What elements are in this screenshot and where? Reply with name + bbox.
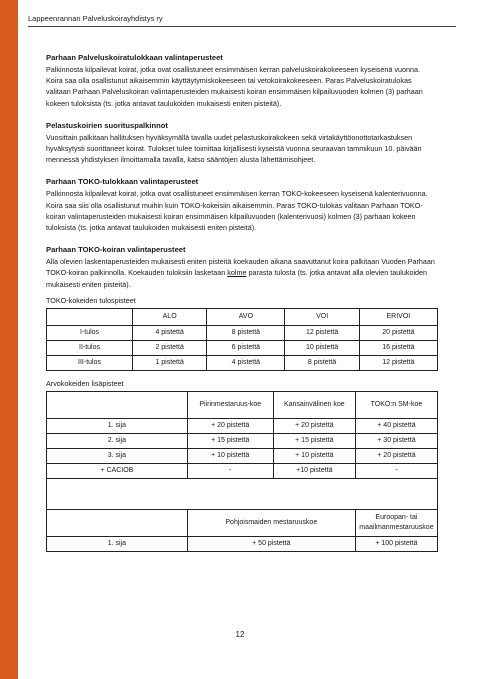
table-header-row xyxy=(47,308,438,325)
table-cell: 8 pistettä xyxy=(285,355,359,370)
table-row xyxy=(47,418,438,433)
table-header-cell: ERIVOI xyxy=(359,308,437,325)
table-row xyxy=(47,340,438,355)
table-header-row xyxy=(47,509,438,536)
page-header: Lappeenrannan Palveluskoirayhdistys ry xyxy=(28,14,456,27)
table-row xyxy=(47,433,438,448)
section-text: Palkinnosta kilpailevat koirat, jotka ovat osallistuneet ensimmäisen kerran palveluskoirakokeeseen kyseisenä vuonna. Koira saa olla osallistunut aikaisemmin käyttäytymiskokeeseen tai vetokoirakokeeseen. Paras Palveluskoiratulokas valitaan Parhaan Palveluskoiran valintaperusteiden mukaisesti koiran ensimmäisen kilpailuvuoden kolmen (3) parhaan kokeen tuloksista (ts. jotka antavat taulukoiden mukaisesti eniten pisteitä). xyxy=(46,65,423,108)
table-header-cell: TOKO:n SM-koe xyxy=(355,391,437,418)
table-cell: + 20 pistettä xyxy=(273,418,355,433)
table-header-cell xyxy=(47,509,188,536)
table-header-cell xyxy=(47,391,188,418)
section-toko-koira xyxy=(46,244,438,290)
table-cell: + 15 pistettä xyxy=(187,433,273,448)
table-cell: 2. sija xyxy=(47,433,188,448)
table-cell: 20 pistettä xyxy=(359,325,437,340)
table-cell: 1 pistettä xyxy=(133,355,207,370)
table-cell: 1. sija xyxy=(47,418,188,433)
table-cell: + 10 pistettä xyxy=(273,448,355,463)
table-cell: + 10 pistettä xyxy=(187,448,273,463)
table-spacer-cell xyxy=(47,478,438,509)
page-number: 12 xyxy=(235,630,245,639)
section-pelastuskoirat xyxy=(46,120,438,166)
table-cell: I-tulos xyxy=(47,325,133,340)
section-heading: Parhaan TOKO-koiran valintaperusteet xyxy=(46,245,186,255)
table-row xyxy=(47,355,438,370)
table-cell: + 50 pistettä xyxy=(187,536,355,551)
table-cell: 3. sija xyxy=(47,448,188,463)
section-heading: Pelastuskoirien suorituspalkinnot xyxy=(46,120,168,130)
table-cell: + 30 pistettä xyxy=(355,433,437,448)
table-cell: II-tulos xyxy=(47,340,133,355)
table-cell: - xyxy=(187,463,273,478)
side-accent-bar xyxy=(0,0,18,679)
table-spacer-row xyxy=(47,478,438,509)
section-text-before: Alla olevien laskentaperusteiden mukaisesti eniten pisteitä koekauden aikana saavuttanut koira palkitaan Vuoden Parhaan TOKO-koiran palkinnolla. Koekauden tuloksiin lasketaan xyxy=(46,257,435,278)
toko-points-table xyxy=(46,308,438,371)
table-header-row xyxy=(47,391,438,418)
table-header-cell: Kansainvälinen koe xyxy=(273,391,355,418)
section-palveluskoiratulokas xyxy=(46,52,438,109)
table-row xyxy=(47,325,438,340)
section-heading: Parhaan TOKO-tulokkaan valintaperusteet xyxy=(46,177,199,187)
table-cell: 16 pistettä xyxy=(359,340,437,355)
section-text: Palkinnosta kilpailevat koirat, jotka ovat osallistuneet ensimmäisen kerran TOKO-kokeeseen kyseisenä kalenterivuonna. Koira saa siis olla osallistunut muihin kuin TOKO-kokeisiin aikaisemmin. Paras TOKO-tulokas valitaan Parhaan TOKO-koiran valintaperusteiden mukaisesti koiran ensimmäisen kilpailuvuoden (kalenterivuosi) kolmen (3) parhaan kokeen tuloksista (ts. jotka antavat taulukoiden mukaisesti eniten pisteitä). xyxy=(46,189,428,233)
table-cell: + 20 pistettä xyxy=(187,418,273,433)
table-row xyxy=(47,463,438,478)
table-header-cell: Pohjoismaiden mestaruuskoe xyxy=(187,509,355,536)
table-cell: 4 pistettä xyxy=(207,355,285,370)
table-row xyxy=(47,448,438,463)
table-cell: + 40 pistettä xyxy=(355,418,437,433)
table-header-cell: Euroopan- tai maailmanmestaruuskoe xyxy=(355,509,437,536)
section-text: Vuosittain palkitaan hallituksen hyväksymällä tavalla uudet pelastuskoirakokeen sekä virtakäyttöonottotarkastuksen hyväksytysti suorittaneet koirat. Tulokset tulee toimittaa kirjallisesti kyseistä vuonna seuraavan tammikuun 10. päivään mennessä yhdistyksen ilmoittamalla tavalla, katso sääntöjen alusta lähettämisohjeet. xyxy=(46,132,422,165)
table-header-cell: Piirinmestaruus-koe xyxy=(187,391,273,418)
table-cell: 12 pistettä xyxy=(359,355,437,370)
section-text xyxy=(46,256,438,290)
table-cell: 1. sija xyxy=(47,536,188,551)
section-text-after: parasta tulosta (ts. jotka antavat alla olevien taulukoiden mukaisesti eniten pisteitä). xyxy=(46,268,428,289)
section-toko-tulokas xyxy=(46,176,438,233)
table-cell: 2 pistettä xyxy=(133,340,207,355)
section-heading: Parhaan Palveluskoiratulokkaan valintaperusteet xyxy=(46,53,223,62)
table-cell: 10 pistettä xyxy=(285,340,359,355)
table-cell: + CACIOB xyxy=(47,463,188,478)
table-cell: 12 pistettä xyxy=(285,325,359,340)
table-cell: 8 pistettä xyxy=(207,325,285,340)
toko-table-title: TOKO-kokeiden tulospisteet xyxy=(46,295,136,305)
table-cell: +10 pistettä xyxy=(273,463,355,478)
table-header-cell xyxy=(47,308,133,325)
table-cell: III-tulos xyxy=(47,355,133,370)
table-header-cell: VOI xyxy=(285,308,359,325)
section-text-underlined: kolme xyxy=(227,268,247,278)
bonus-points-table xyxy=(46,391,438,552)
table-cell: + 100 pistettä xyxy=(355,536,437,551)
table-cell: - xyxy=(355,463,437,478)
table-cell: 6 pistettä xyxy=(207,340,285,355)
table-cell: + 20 pistettä xyxy=(355,448,437,463)
table-row xyxy=(47,536,438,551)
table-cell: + 15 pistettä xyxy=(273,433,355,448)
table-header-cell: AVO xyxy=(207,308,285,325)
document-body xyxy=(46,52,438,552)
bonus-table-title: Arvokokeiden lisäpisteet xyxy=(46,378,124,388)
table-header-cell: ALO xyxy=(133,308,207,325)
table-cell: 4 pistettä xyxy=(133,325,207,340)
